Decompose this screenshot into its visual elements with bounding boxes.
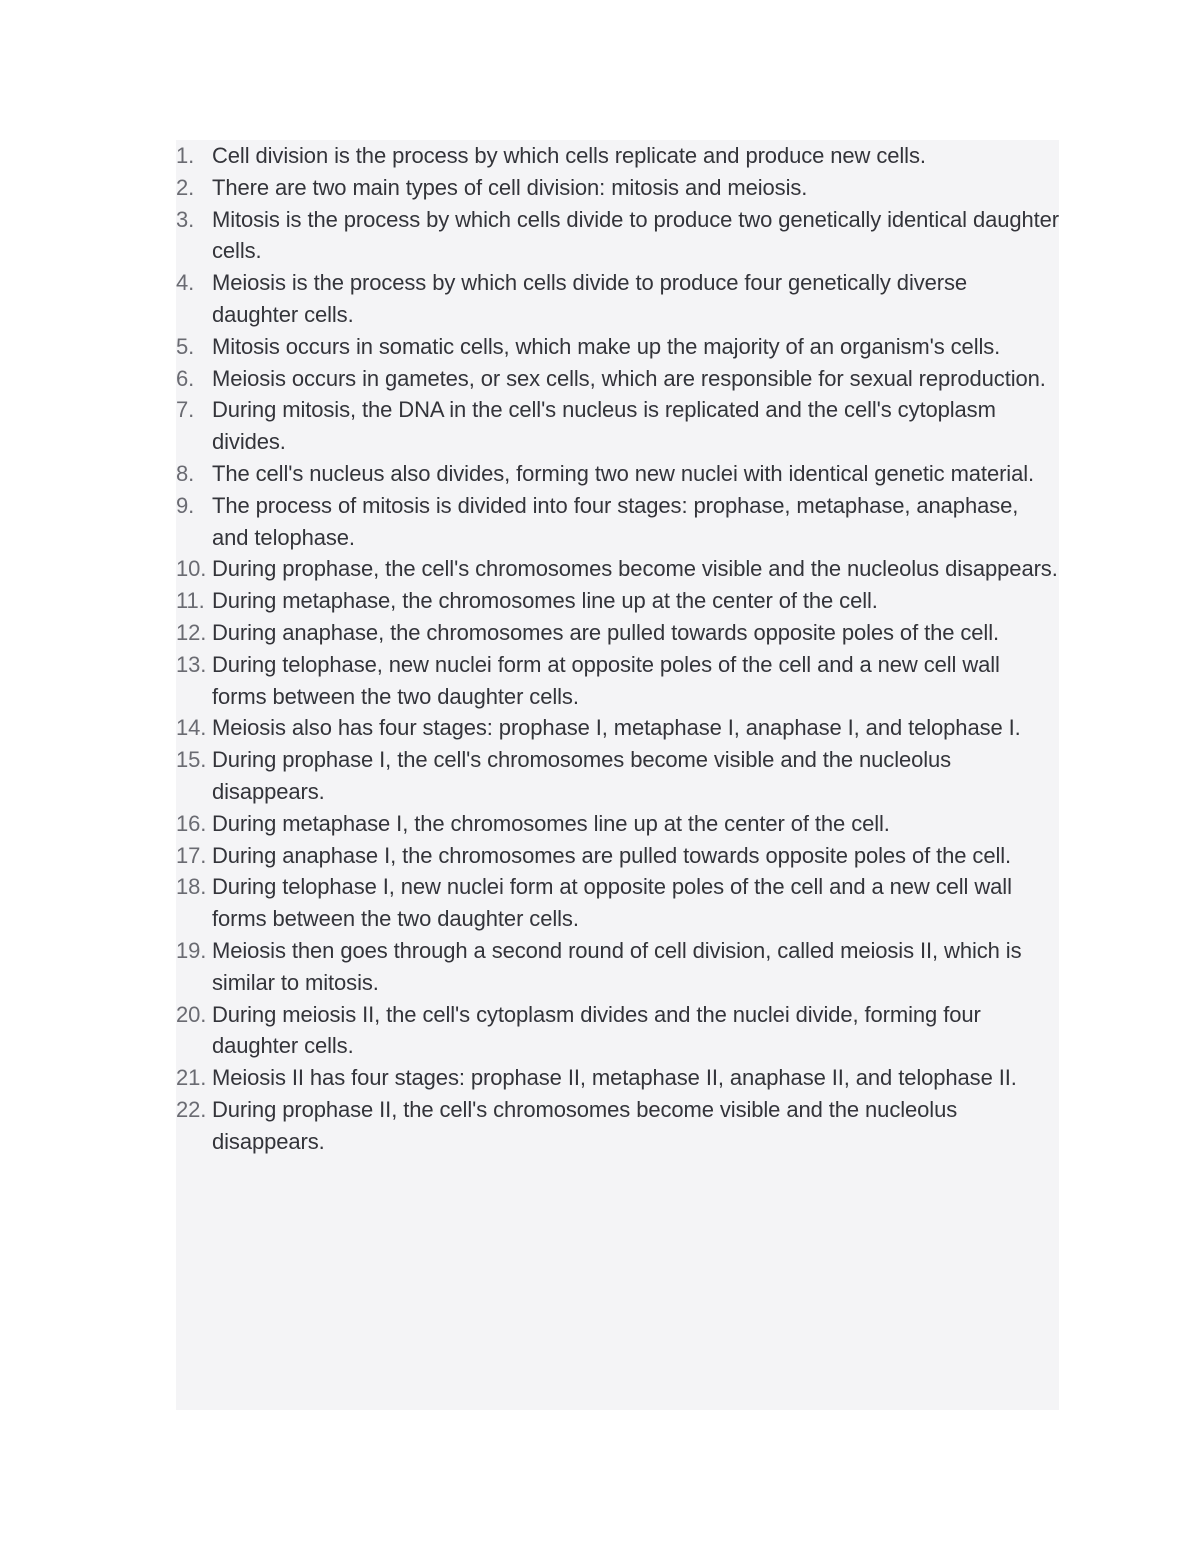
item-number: 5. — [176, 333, 195, 359]
list-item — [176, 744, 1059, 808]
list-item — [176, 1094, 1059, 1158]
item-text: During anaphase I, the chromosomes are pulled towards opposite poles of the cell. — [212, 842, 1012, 868]
item-number: 4. — [176, 270, 195, 296]
item-text: During mitosis, the DNA in the cell's nucleus is replicated and the cell's cytoplasm divides. — [212, 397, 996, 455]
item-number: 17. — [176, 842, 207, 868]
list-item — [176, 585, 1059, 617]
item-text: There are two main types of cell division: mitosis and meiosis. — [212, 174, 808, 200]
highlighted-list-block — [176, 140, 1059, 1410]
item-number: 7. — [176, 397, 195, 423]
list-item — [176, 935, 1059, 999]
list-item — [176, 999, 1059, 1063]
list-item — [176, 617, 1059, 649]
item-number: 1. — [176, 143, 195, 168]
item-text: The cell's nucleus also divides, forming two new nuclei with identical genetic material. — [212, 460, 1035, 486]
item-number: 16. — [176, 810, 207, 836]
list-item — [176, 363, 1059, 395]
list-item — [176, 331, 1059, 363]
item-text: During metaphase, the chromosomes line up at the center of the cell. — [212, 588, 878, 614]
list-item — [176, 140, 1059, 172]
item-number: 19. — [176, 937, 207, 963]
item-text: During prophase, the cell's chromosomes become visible and the nucleolus disappears. — [212, 556, 1058, 582]
item-text: During telophase I, new nuclei form at opposite poles of the cell and a new cell wall forms between the two daughter cells. — [212, 874, 1012, 932]
item-text: Meiosis II has four stages: prophase II, metaphase II, anaphase II, and telophase II. — [212, 1065, 1017, 1091]
list-item — [176, 267, 1059, 331]
item-number: 11. — [176, 588, 205, 614]
cell-division-list — [176, 140, 1059, 1158]
item-text: During prophase II, the cell's chromosomes become visible and the nucleolus disappears. — [212, 1096, 958, 1154]
list-item — [176, 1062, 1059, 1094]
item-text: During telophase, new nuclei form at opposite poles of the cell and a new cell wall forms between the two daughter cells. — [212, 651, 1000, 709]
item-number: 6. — [176, 365, 195, 391]
list-item — [176, 840, 1059, 872]
list-item — [176, 871, 1059, 935]
item-number: 2. — [176, 174, 195, 200]
list-item — [176, 172, 1059, 204]
item-text: During prophase I, the cell's chromosomes become visible and the nucleolus disappears. — [212, 747, 952, 804]
list-item — [176, 490, 1059, 554]
item-number: 18. — [176, 874, 207, 900]
list-item — [176, 649, 1059, 713]
item-text: During anaphase, the chromosomes are pulled towards opposite poles of the cell. — [212, 619, 1000, 645]
item-text: Mitosis occurs in somatic cells, which make up the majority of an organism's cells. — [212, 333, 1001, 359]
item-number: 22. — [176, 1096, 207, 1122]
list-item — [176, 553, 1059, 585]
item-number: 14. — [176, 715, 207, 741]
item-text: Meiosis also has four stages: prophase I, metaphase I, anaphase I, and telophase I. — [212, 715, 1021, 741]
item-number: 20. — [176, 1001, 207, 1027]
item-number: 3. — [176, 206, 195, 232]
item-text: The process of mitosis is divided into four stages: prophase, metaphase, anaphase, and telophase. — [212, 492, 1019, 550]
item-number: 13. — [176, 651, 207, 677]
item-number: 12. — [176, 619, 207, 645]
list-item — [176, 808, 1059, 840]
list-item — [176, 394, 1059, 458]
list-item — [176, 204, 1059, 268]
item-text: Meiosis is the process by which cells divide to produce four genetically diverse daughter cells. — [212, 270, 968, 327]
item-number: 21. — [176, 1065, 207, 1091]
item-text: Meiosis then goes through a second round of cell division, called meiosis II, which is similar to mitosis. — [212, 937, 1022, 995]
item-text: During meiosis II, the cell's cytoplasm divides and the nuclei divide, forming four daughter cells. — [212, 1001, 981, 1059]
item-text: During metaphase I, the chromosomes line up at the center of the cell. — [212, 810, 890, 836]
item-text: Mitosis is the process by which cells divide to produce two genetically identical daughter cells. — [212, 206, 1059, 264]
item-number: 10. — [176, 556, 207, 582]
item-number: 8. — [176, 460, 195, 486]
item-text: Cell division is the process by which cells replicate and produce new cells. — [212, 143, 926, 168]
list-item — [176, 712, 1059, 744]
item-number: 9. — [176, 492, 195, 518]
list-item — [176, 458, 1059, 490]
item-number: 15. — [176, 747, 207, 773]
item-text: Meiosis occurs in gametes, or sex cells, which are responsible for sexual reproduction. — [212, 365, 1046, 391]
